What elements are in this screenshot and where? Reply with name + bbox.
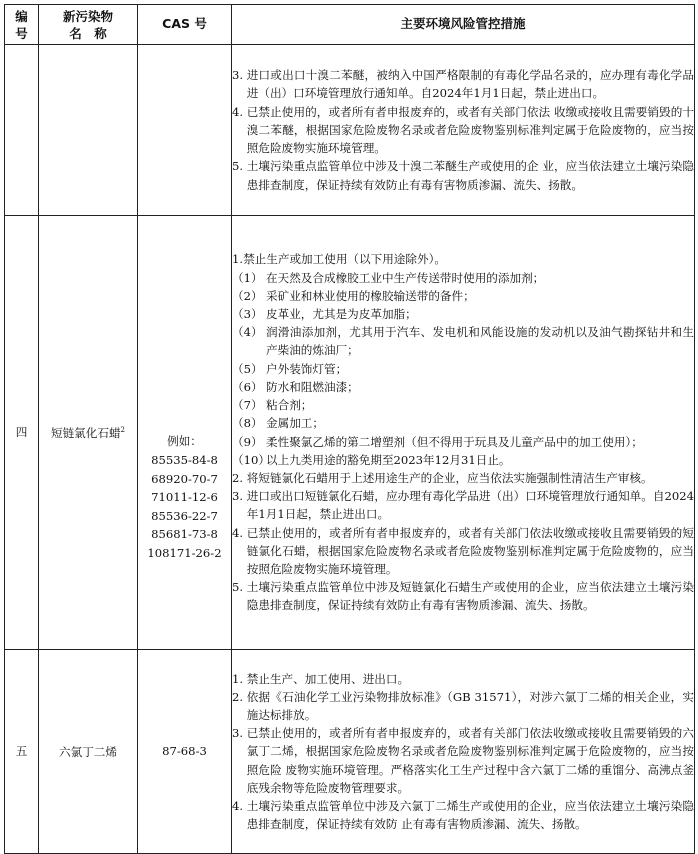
measure-number: 5. xyxy=(232,580,247,595)
cas-number: 68920-70-7 xyxy=(151,471,218,486)
measure-number: 4. xyxy=(232,525,247,540)
sub-item-text: 柔性聚氯乙烯的第二增塑剂（但不得用于玩具及儿童产品中的加工使用）； xyxy=(266,434,643,449)
cas-number: 85536-22-7 xyxy=(151,508,218,523)
pollutant-name xyxy=(39,45,138,216)
header-number-line-2: 号 xyxy=(15,25,28,41)
row-number xyxy=(5,45,39,216)
sub-item-number: （8） xyxy=(232,416,263,431)
sub-item-number: （3） xyxy=(232,307,263,322)
sub-item-number: （1） xyxy=(232,270,263,285)
header-number xyxy=(5,5,39,45)
control-measures xyxy=(232,650,695,854)
measure-number: 1. xyxy=(232,252,244,267)
footnote-marker: 2 xyxy=(120,425,126,434)
header-measures: 主要环境风险管控措施 xyxy=(232,5,695,45)
row-number: 四 xyxy=(5,216,39,650)
cas-number: 108171-26-2 xyxy=(147,545,222,560)
measure-text: 已禁止使用的，或者所有者申报废弃的，或者有关部门依法 收缴或接收且需要销毁的十溴二苯醚，根据国家危险废物名录或者危险废物鉴别标准判定属于危险废物的，应当按照危险废物实施环境管理。 xyxy=(246,104,694,156)
cas-prefix: 例如： xyxy=(167,434,202,449)
measure-number: 4. xyxy=(232,104,247,119)
measure-text: 依据《石油化学工业污染物排放标准》（GB 31571），对涉六氯丁二烯的相关企业，实施达标排放。 xyxy=(246,689,694,722)
pollutant-name-text: 短链氯化石蜡 xyxy=(50,425,121,440)
measure-number: 2. xyxy=(232,470,247,485)
cas-numbers xyxy=(138,45,232,216)
sub-item xyxy=(232,323,694,359)
measure-item xyxy=(232,797,694,833)
sub-item-number: （5） xyxy=(232,361,263,376)
control-measures xyxy=(232,216,695,650)
measure-item xyxy=(232,578,694,614)
sub-item-text: 户外装饰灯管； xyxy=(266,361,348,376)
table-row xyxy=(5,216,695,650)
sub-item xyxy=(232,360,694,378)
sub-item-number: （7） xyxy=(232,398,263,413)
header-row xyxy=(5,5,695,45)
measure-text: 禁止生产、加工使用、进出口。 xyxy=(246,671,410,686)
measure-item xyxy=(232,469,694,487)
measure-item xyxy=(232,103,694,158)
sub-item xyxy=(232,451,694,469)
header-name-line-1: 新污染物 xyxy=(62,8,113,24)
cas-number: 87-68-3 xyxy=(162,744,207,759)
measure-item xyxy=(232,688,694,724)
measure-text: 土壤污染重点监管单位中涉及十溴二苯醚生产或使用的企 业，应当依法建立土壤污染隐患排查制度，保证持续有效防止有毒有害物质渗漏、流失、扬散。 xyxy=(246,159,694,192)
sub-item-text: 粘合剂； xyxy=(266,398,313,413)
sub-item-number: （6） xyxy=(232,379,263,394)
sub-item xyxy=(232,396,694,414)
sub-item xyxy=(232,287,694,305)
table-row xyxy=(5,45,695,216)
measure-number: 3. xyxy=(232,726,247,741)
sub-item xyxy=(232,378,694,396)
sub-item xyxy=(232,305,694,323)
sub-item xyxy=(232,433,694,451)
sub-item-text: 润滑油添加剂，尤其用于汽车、发电机和风能设施的发动机以及油气勘探钻井和生产柴油的炼油厂； xyxy=(266,325,694,358)
measure-number: 5. xyxy=(232,159,247,174)
sub-item-number: （2） xyxy=(232,288,263,303)
sub-item xyxy=(232,269,694,287)
pollutant-name xyxy=(39,216,138,650)
measure-text: 已禁止使用的，或者所有者申报废弃的，或者有关部门依法收缴或接收且需要销毁的六氯丁二烯，根据国家危险废物名录或者危险废物鉴别标准判定属于危险废物的，应当按照危险 废物实施环境管理。严格落实化工生产过程中含六氯丁二烯的重馏分、高沸点釜底残余物等危险废物管理要求。 xyxy=(246,726,694,795)
sub-item-text: 金属加工； xyxy=(266,416,324,431)
sub-item-text: 防水和阻燃油漆； xyxy=(266,379,359,394)
cas-number: 85681-73-8 xyxy=(151,527,218,542)
cas-number: 85535-84-8 xyxy=(151,453,218,468)
pollutant-name xyxy=(39,650,138,854)
pollutant-name-text: 六氯丁二烯 xyxy=(59,744,117,759)
measure-text: 禁止生产或加工使用（以下用途除外）。 xyxy=(243,252,446,267)
measure-text: 进口或出口十溴二苯醚，被纳入中国严格限制的有毒化学品名录的，应办理有毒化学品进（出）口环境管理放行通知单。自2024年1月1日起，禁止进出口。 xyxy=(246,68,694,101)
sub-item-text: 在天然及合成橡胶工业中生产传送带时使用的添加剂； xyxy=(266,270,545,285)
control-measures xyxy=(232,45,695,216)
measure-number: 4. xyxy=(232,799,247,813)
cas-numbers xyxy=(138,650,232,854)
measure-text: 土壤污染重点监管单位中涉及六氯丁二烯生产或使用的企业，应当依法建立土壤污染隐患排查制度，保证持续有效防 止有毒有害物质渗漏、流失、扬散。 xyxy=(246,799,694,832)
row-number: 五 xyxy=(5,650,39,854)
sub-item-text: 以上九类用途的豁免期至2023年12月31日止。 xyxy=(266,452,511,467)
sub-item-number: （10） xyxy=(232,452,270,467)
cas-number: 71011-12-6 xyxy=(151,490,218,505)
measure-text: 将短链氯化石蜡用于上述用途生产的企业，应当依法实施强制性清洁生产审核。 xyxy=(246,470,653,485)
measure-item xyxy=(232,66,694,102)
measure-text: 进口或出口短链氯化石蜡，应办理有毒化学品进（出）口环境管理放行通知单。自2024年1月1日起，禁止进出口。 xyxy=(246,489,694,522)
sub-item-number: （4） xyxy=(232,325,263,340)
sub-item-number: （9） xyxy=(232,434,263,449)
measure-item xyxy=(232,670,694,688)
measure-item xyxy=(232,487,694,523)
header-name-line-2: 名 称 xyxy=(69,25,107,41)
measure-number: 2. xyxy=(232,689,247,704)
header-number-line-1: 编 xyxy=(15,8,28,24)
measure-item xyxy=(232,157,694,193)
pollutant-control-table xyxy=(4,4,695,854)
measure-number: 3. xyxy=(232,489,247,504)
measure-text: 土壤污染重点监管单位中涉及短链氯化石蜡生产或使用的企业，应当依法建立土壤污染隐患排查制度，保证持续有效防止有毒有害物质渗漏、流失、扬散。 xyxy=(246,580,694,613)
header-name xyxy=(39,5,138,45)
measure-text: 已禁止使用的，或者所有者申报废弃的，或者有关部门依法收缴或接收且需要销毁的短链氯化石蜡，根据国家危险废物名录或者危险废物鉴别标准判定属于危险废物的，应当按照危险废物实施环境管理。 xyxy=(246,525,694,576)
sub-item-text: 采矿业和林业使用的橡胶输送带的备件； xyxy=(266,288,475,303)
measure-number: 3. xyxy=(232,68,247,83)
measure-item xyxy=(232,724,694,797)
measure-item xyxy=(232,524,694,579)
measure-number: 1. xyxy=(232,671,247,686)
sub-item-text: 皮革业，尤其是为皮革加脂； xyxy=(266,307,417,322)
table-row xyxy=(5,650,695,854)
cas-numbers xyxy=(138,216,232,650)
measure-item xyxy=(232,250,694,268)
sub-item xyxy=(232,414,694,432)
header-cas: CAS 号 xyxy=(138,5,232,45)
